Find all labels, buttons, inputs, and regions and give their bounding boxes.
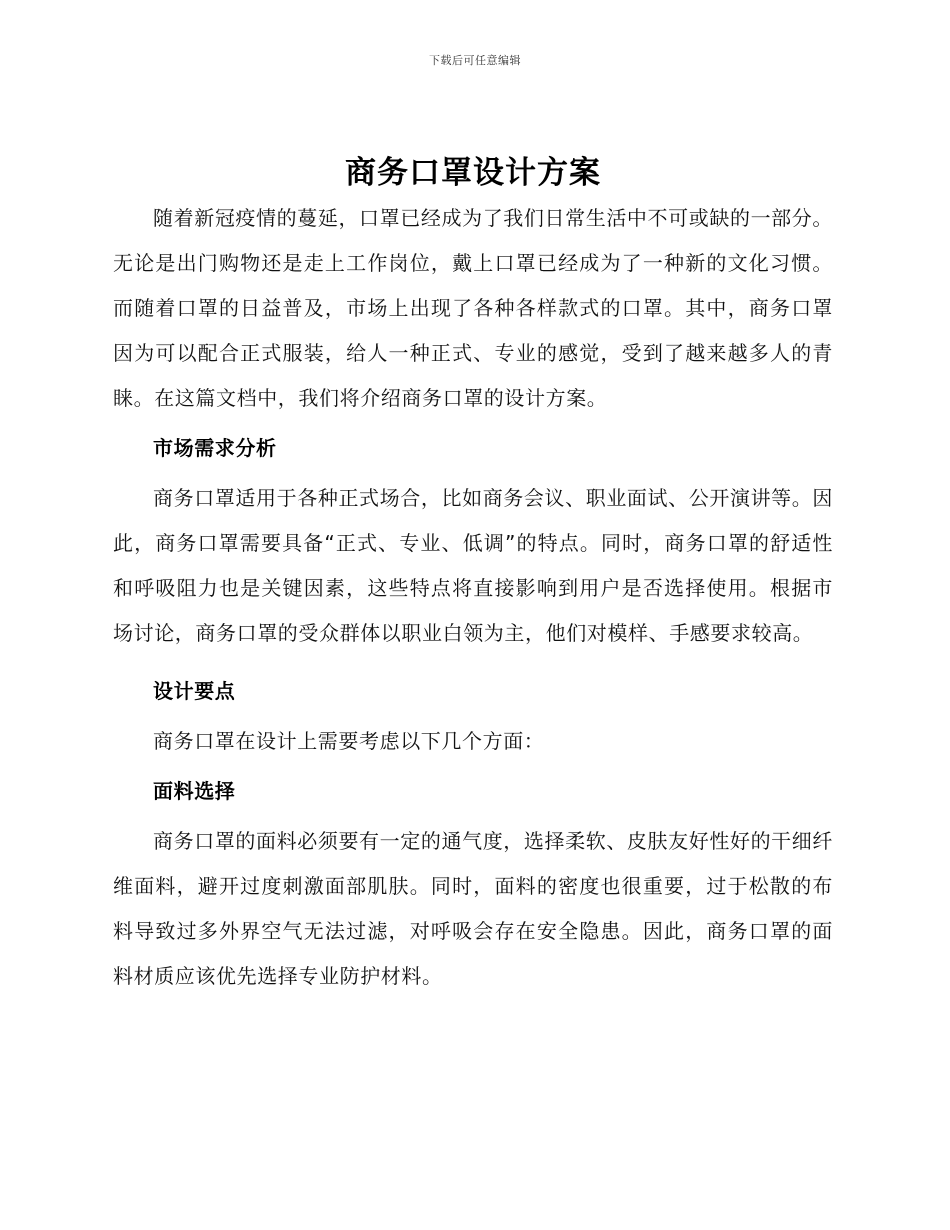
header-note: 下载后可任意编辑 [429, 54, 521, 67]
document-body [113, 150, 833, 999]
section-body-market-analysis: 商务口罩适用于各种正式场合，比如商务会议、职业面试、公开演讲等。因此，商务口罩需要具备“正式、专业、低调”的特点。同时，商务口罩的舒适性和呼吸阻力也是关键因素，这些特点将直接影响到用户是否选择使用。根据市场讨论，商务口罩的受众群体以职业白领为主，他们对模样、手感要求较高。 [113, 486, 833, 645]
section-heading-design-points: 设计要点 [153, 679, 236, 703]
spacer [113, 656, 833, 669]
document-title: 商务口罩设计方案 [345, 155, 601, 191]
intro-paragraph: 随着新冠疫情的蔓延，口罩已经成为了我们日常生活中不可或缺的一部分。无论是出门购物还是走上工作岗位，戴上口罩已经成为了一种新的文化习惯。而随着口罩的日益普及，市场上出现了各种各样款式的口罩。其中，商务口罩因为可以配合正式服装，给人一种正式、专业的感觉，受到了越来越多人的青睐。在这篇文档中，我们将介绍商务口罩的设计方案。 [113, 206, 833, 410]
section-heading-market-analysis: 市场需求分析 [153, 436, 277, 460]
section-body-fabric: 商务口罩的面料必须要有一定的通气度，选择柔软、皮肤友好性好的干细纤维面料，避开过度刺激面部肌肤。同时，面料的密度也很重要，过于松散的布料导致过多外界空气无法过滤，对呼吸会存在安全隐患。因此，商务口罩的面料材质应该优先选择专业防护材料。 [113, 829, 833, 988]
section-heading-fabric: 面料选择 [153, 779, 236, 803]
section-body-design-points: 商务口罩在设计上需要考虑以下几个方面： [153, 729, 545, 753]
